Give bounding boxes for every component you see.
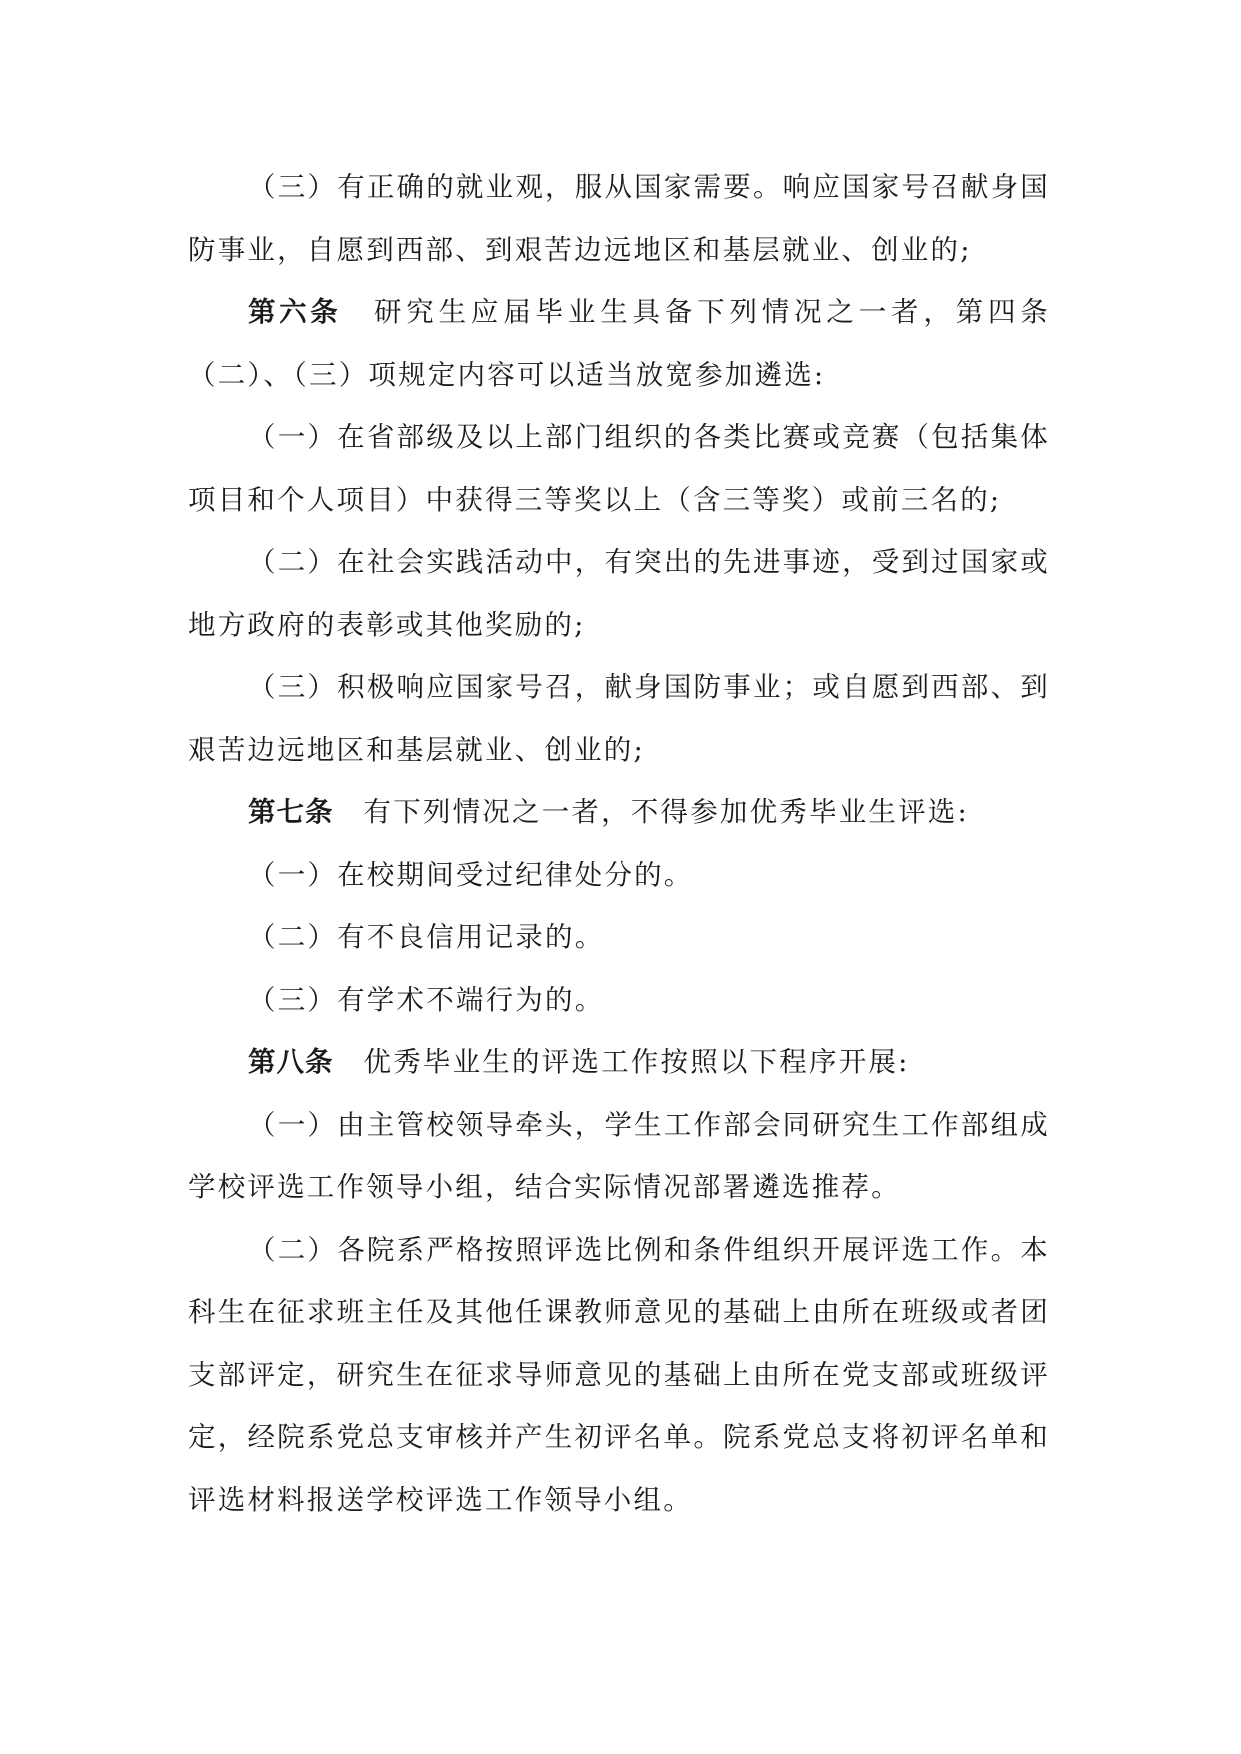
paragraph-1	[188, 156, 1050, 281]
article-number: 第八条	[248, 1046, 334, 1078]
paragraph-text: （一）在校期间受过纪律处分的。	[248, 858, 694, 891]
paragraph-12	[188, 1219, 1050, 1532]
paragraph-5	[188, 656, 1050, 781]
paragraph-text: （三）积极响应国家号召，献身国防事业；或自愿到西部、到艰苦边远地区和基层就业、创业的;	[188, 671, 1050, 766]
paragraph-9	[188, 969, 1050, 1032]
paragraph-text: （二）有不良信用记录的。	[248, 921, 605, 953]
paragraph-3	[188, 406, 1050, 531]
paragraph-text: （一）在省部级及以上部门组织的各类比赛或竞赛（包括集体项目和个人项目）中获得三等奖以上（含三等奖）或前三名的;	[188, 421, 1050, 516]
paragraph-7	[188, 844, 1050, 907]
paragraph-text: 研究生应届毕业生具备下列情况之一者，第四条（二）、（三）项规定内容可以适当放宽参加遴选:	[188, 296, 1051, 391]
paragraph-article-6	[188, 281, 1050, 406]
paragraph-text: （二）各院系严格按照评选比例和条件组织开展评选工作。本科生在征求班主任及其他任课教师意见的基础上由所在班级或者团支部评定，研究生在征求导师意见的基础上由所在党支部或班级评定，经院系党总支审核并产生初评名单。院系党总支将初评名单和评选材料报送学校评选工作领导小组。	[188, 1233, 1050, 1516]
paragraph-11	[188, 1094, 1050, 1219]
article-number: 第六条	[248, 296, 342, 328]
paragraph-text: （二）在社会实践活动中，有突出的先进事迹，受到过国家或地方政府的表彰或其他奖励的;	[188, 546, 1050, 641]
paragraph-8	[188, 906, 1050, 969]
paragraph-text: （三）有学术不端行为的。	[248, 983, 605, 1016]
paragraph-text: （三）有正确的就业观，服从国家需要。响应国家号召献身国防事业，自愿到西部、到艰苦边远地区和基层就业、创业的;	[188, 171, 1050, 266]
paragraph-article-7	[188, 781, 1050, 844]
paragraph-text: 有下列情况之一者，不得参加优秀毕业生评选:	[363, 796, 969, 828]
paragraph-4	[188, 531, 1050, 656]
paragraph-text: 优秀毕业生的评选工作按照以下程序开展:	[363, 1046, 910, 1078]
paragraph-text: （一）由主管校领导牵头，学生工作部会同研究生工作部组成学校评选工作领导小组，结合实际情况部署遴选推荐。	[188, 1108, 1050, 1203]
article-number: 第七条	[248, 796, 334, 828]
document-body	[188, 156, 1050, 1531]
paragraph-article-8	[188, 1031, 1050, 1094]
